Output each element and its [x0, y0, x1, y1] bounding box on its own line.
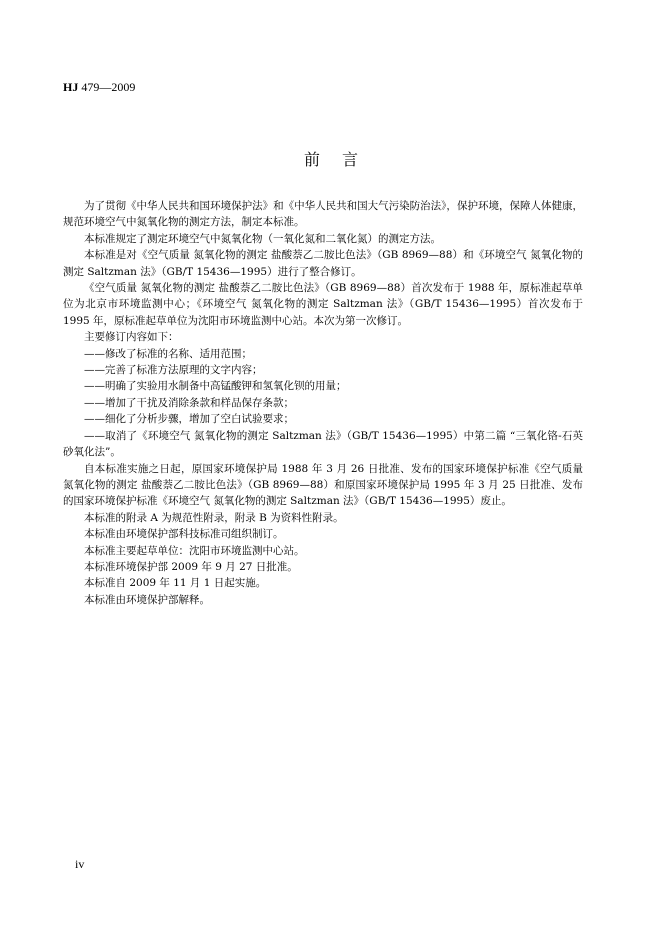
list-item: ——细化了分析步骤，增加了空白试验要求； — [84, 413, 294, 426]
list-item: ——修改了标准的名称、适用范围； — [84, 347, 252, 360]
paragraph: 本标准自 2009 年 11 月 1 日起实施。 — [84, 577, 267, 590]
body-text — [63, 198, 583, 608]
paragraph: 本标准是对《空气质量 氮氧化物的测定 盐酸萘乙二胺比色法》（GB 8969—88）和《环境空气 氮氧化物的测定 Saltzman 法》（GB/T 15436—1995）进行了整合修订。 — [63, 249, 583, 278]
paragraph: 《空气质量 氮氧化物的测定 盐酸萘乙二胺比色法》（GB 8969—88）首次发布于 1988 年，原标准起草单位为北京市环境监测中心；《环境空气 氮氧化物的测定 Saltzman 法》（GB/T 15436—1995）首次发布于 1995 年，原标准起草单位为沈阳市环境监测中心站。本次为第一次修订。 — [63, 282, 583, 327]
paragraph: 主要修订内容如下： — [84, 331, 179, 344]
list-item: ——完善了标准方法原理的文字内容； — [84, 364, 263, 377]
paragraph: 本标准由环境保护部解释。 — [84, 593, 210, 606]
paragraph: 本标准由环境保护部科技标准司组织制订。 — [84, 528, 284, 541]
list-item: ——取消了《环境空气 氮氧化物的测定 Saltzman 法》（GB/T 15436—1995）中第二篇 “三氧化铬-石英砂氧化法”。 — [63, 429, 583, 459]
list-item: ——增加了干扰及消除条款和样品保存条款； — [84, 396, 294, 409]
paragraph: 本标准环境保护部 2009 年 9 月 27 日批准。 — [84, 560, 298, 573]
list-item: ——明确了实验用水制备中高锰酸钾和氢氧化钡的用量； — [84, 380, 347, 393]
standard-code-number: 479—2009 — [78, 80, 136, 94]
standard-code-prefix: HJ — [63, 80, 79, 94]
page-title: 前言 — [303, 150, 380, 169]
paragraph: 本标准的附录 A 为规范性附录，附录 B 为资料性附录。 — [84, 511, 344, 524]
paragraph: 自本标准实施之日起，原国家环境保护局 1988 年 3 月 26 日批准、发布的国家环境保护标准《空气质量 氮氧化物的测定 盐酸萘乙二胺比色法》（GB 8969—88）和原国家环境保护局 1995 年 3 月 25 日批准、发布的国家环境保护标准《环境空气 氮氧化物的测定 Saltzman 法》（GB/T 15436—1995）废止。 — [63, 462, 583, 508]
paragraph: 为了贯彻《中华人民共和国环境保护法》和《中华人民共和国大气污染防治法》，保护环境，保障人体健康，规范环境空气中氮氧化物的测定方法，制定本标准。 — [63, 200, 583, 229]
paragraph: 本标准规定了测定环境空气中氮氧化物（一氧化氮和二氧化氮）的测定方法。 — [84, 232, 441, 245]
page-number: iv — [75, 857, 85, 871]
paragraph: 本标准主要起草单位：沈阳市环境监测中心站。 — [84, 544, 305, 557]
standard-code — [63, 80, 135, 95]
